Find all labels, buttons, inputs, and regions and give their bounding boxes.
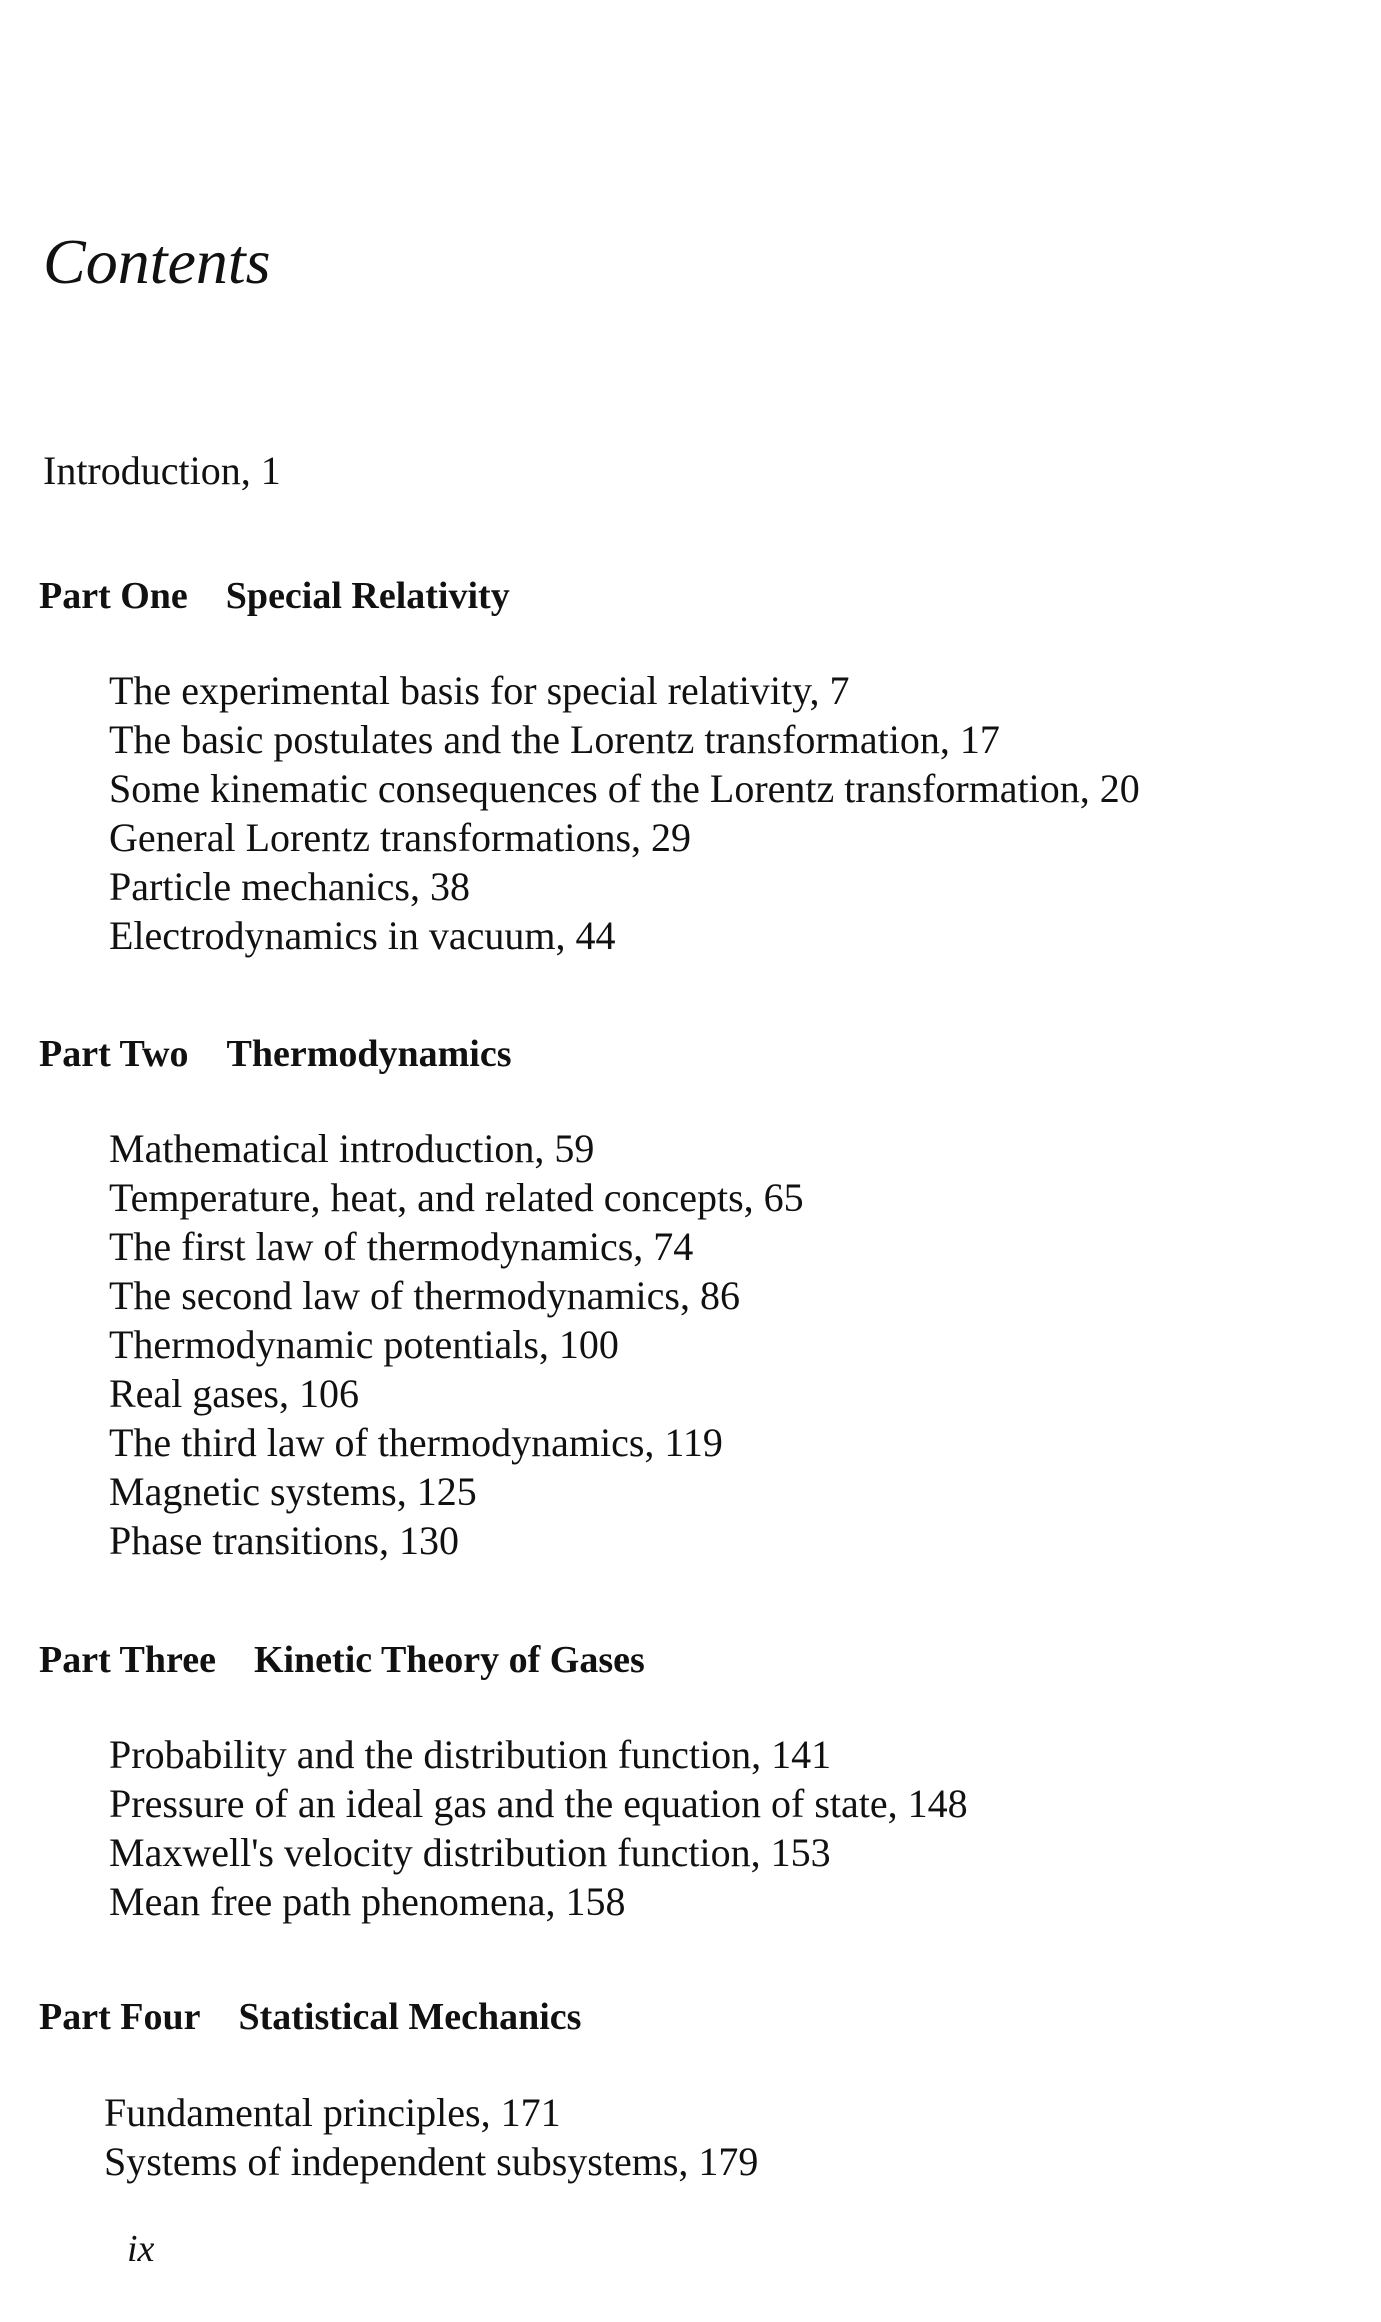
chapter-title: The experimental basis for special relativity, 7 (109, 668, 850, 713)
page-number: ix (127, 2228, 155, 2270)
part-label: Part Two (39, 1033, 189, 1075)
part-two-heading (39, 1030, 512, 1078)
chapter-title: Probability and the distribution function, 141 (109, 1732, 832, 1777)
chapter-title: Thermodynamic potentials, 100 (109, 1322, 619, 1367)
chapter-title: General Lorentz transformations, 29 (109, 815, 692, 860)
part-title: Kinetic Theory of Gases (253, 1639, 645, 1681)
introduction-entry: Introduction, 1 (43, 448, 281, 493)
part-title: Thermodynamics (226, 1033, 512, 1075)
part-title: Statistical Mechanics (238, 1996, 582, 2038)
part-label: Part Three (39, 1639, 216, 1681)
part-label: Part One (39, 575, 188, 617)
chapter-title: Real gases, 106 (109, 1371, 359, 1416)
chapter-title: The second law of thermodynamics, 86 (109, 1273, 740, 1318)
chapter-title: Temperature, heat, and related concepts, 65 (109, 1175, 804, 1220)
chapter-title: Pressure of an ideal gas and the equation of state, 148 (109, 1781, 968, 1826)
part-four-heading (39, 1993, 581, 2041)
chapter-title: Electrodynamics in vacuum, 44 (109, 913, 616, 958)
part-title: Special Relativity (225, 575, 510, 617)
chapter-title: Some kinematic consequences of the Lorentz transformation, 20 (109, 766, 1140, 811)
part-three-heading (39, 1636, 645, 1684)
chapter-title: Mathematical introduction, 59 (109, 1126, 595, 1171)
chapter-title: The basic postulates and the Lorentz transformation, 17 (109, 717, 1000, 762)
chapter-title: Fundamental principles, 171 (104, 2090, 561, 2135)
part-label: Part Four (39, 1996, 201, 2038)
part-one-heading (39, 572, 510, 620)
chapter-title: Mean free path phenomena, 158 (109, 1879, 626, 1924)
chapter-title: Phase transitions, 130 (109, 1518, 459, 1563)
chapter-title: The third law of thermodynamics, 119 (109, 1420, 723, 1465)
chapter-title: Systems of independent subsystems, 179 (104, 2139, 759, 2184)
chapter-title: Particle mechanics, 38 (109, 864, 470, 909)
page-title: Contents (43, 226, 271, 297)
chapter-title: The first law of thermodynamics, 74 (109, 1224, 694, 1269)
chapter-title: Maxwell's velocity distribution function, 153 (109, 1830, 831, 1875)
chapter-title: Magnetic systems, 125 (109, 1469, 477, 1514)
